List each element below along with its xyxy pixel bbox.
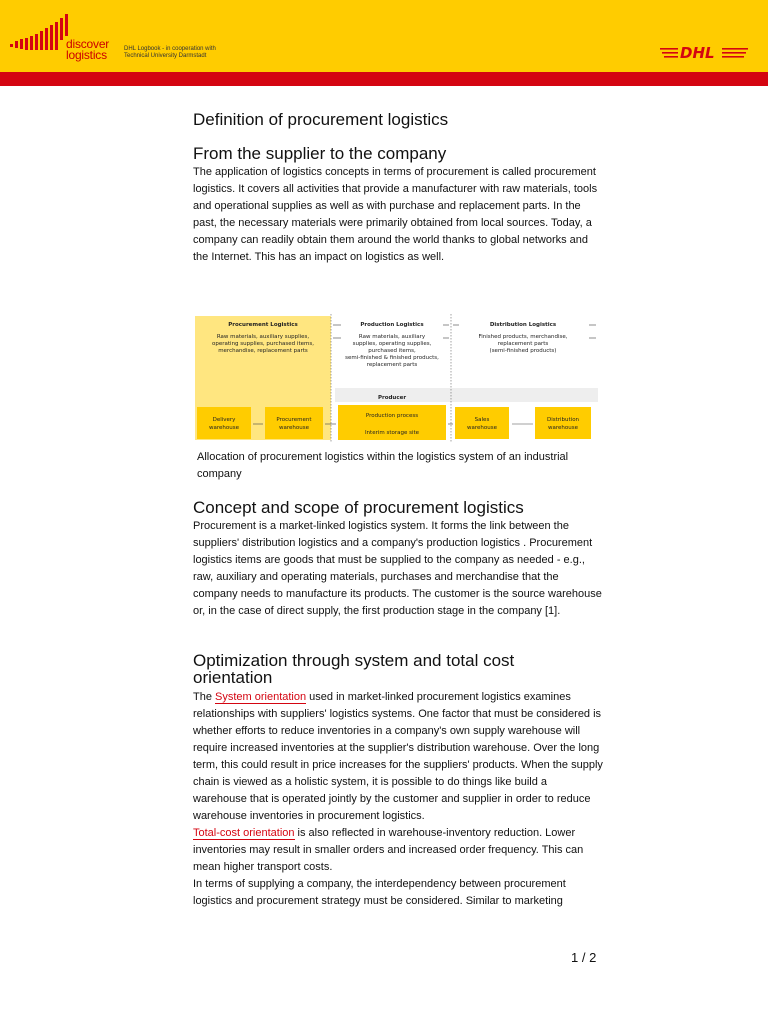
text-body-a: used in market-linked procurement logistics examines relationships with suppliers' logistics systems. One factor that must be considered is whether efforts to reduce inventories in a company's own supply warehouse will require increased inventories at the supplier's distribution warehouse. Over the long term, this could result in price increases for the suppliers' products. When the supply chain is viewed as a holistic system, it is possible to do things like build a warehouse that is operated jointly by the customer and supplier in order to reduce warehouse inventories in procurement logistics.	[193, 691, 603, 822]
section-heading-concept: Concept and scope of procurement logistics	[193, 498, 524, 517]
diagram-box-distribution-l1: Distribution	[546, 417, 580, 423]
diagram-box-delivery-l1: Delivery	[212, 417, 236, 423]
diagram-dist-title: Distribution Logistics	[489, 322, 557, 328]
header-tagline	[124, 46, 216, 60]
diagram-dist-line-2: replacement parts	[497, 341, 549, 347]
diagram-box-distribution-l2: warehouse	[548, 425, 578, 431]
logo-text	[66, 39, 109, 61]
diagram-proc-title: Procurement Logistics	[228, 322, 298, 328]
page-number: 1 / 2	[571, 950, 597, 965]
diagram-box-production-l1: Production process	[365, 413, 419, 419]
section-heading-supplier: From the supplier to the company	[193, 144, 447, 163]
diagram-box-procurement-l1: Procurement	[276, 417, 312, 423]
diagram-producer-label: Producer	[377, 395, 407, 401]
section-text-supplier: The application of logistics concepts in terms of procurement is called procurement logistics. It covers all activities that provide a manufacturer with raw materials, tools and operational supplies as well as with purchase and replacement parts. In the past, the necessary materials were primarily obtained from local sources. Today, a company can readily obtain them around the world thanks to global networks and the Internet. This has an impact on logistics as well.	[193, 166, 598, 263]
diagram-box-procurement-l2: warehouse	[279, 425, 309, 431]
section-text-concept: Procurement is a market-linked logistics system. It forms the link between the suppliers' distribution logistics and a company's production logistics . Procurement logistics items are goods that must be supplied to the company as needed - e.g., raw, auxiliary and operating materials, purchases and merchandise that the company needs to manufacture its products. The customer is the source warehouse or, in the case of direct supply, the first production stage in the company [1].	[193, 520, 602, 617]
header-red-stripe	[0, 72, 768, 86]
section-heading-optimization: Optimization through system and total cost orientation	[193, 651, 515, 687]
diagram-proc-line-3: merchandise, replacement parts	[218, 348, 308, 354]
diagram-prod-line-2: supplies, operating supplies,	[352, 341, 432, 347]
diagram-box-sales-l2: warehouse	[467, 425, 497, 431]
diagram-box-sales-l1: Sales	[474, 417, 490, 423]
diagram-dist-line-1: Finished products, merchandise,	[478, 334, 568, 340]
logo-line-1: discover	[66, 37, 110, 51]
dhl-logo-icon	[660, 44, 750, 60]
tagline-line-1: DHL Logbook - in cooperation with	[124, 46, 216, 52]
text-body-c: In terms of supplying a company, the interdependency between procurement logistics and procurement strategy must be considered. Similar to marketing	[193, 878, 566, 907]
total-cost-orientation-link[interactable]: Total-cost orientation	[193, 827, 295, 839]
diagram-box-delivery-l2: warehouse	[209, 425, 239, 431]
diagram-prod-title: Production Logistics	[360, 322, 424, 328]
section-text-optimization	[193, 689, 603, 910]
header-bar	[0, 0, 768, 72]
diagram-box-production-l2: Interim storage site	[364, 430, 420, 436]
diagram-prod-line-3: purchased items,	[368, 348, 416, 354]
diagram-dist-line-3: (semi-finished products)	[489, 348, 557, 354]
procurement-logistics-diagram	[195, 314, 600, 442]
dhl-logo-text: DHL	[680, 44, 715, 60]
text-body-b: is also reflected in warehouse-inventory reduction. Lower inventories may result in smaller orders and increased order frequency. This can mean higher transport costs.	[193, 827, 584, 873]
diagram-prod-line-1: Raw materials, auxiliary	[358, 334, 426, 340]
logo-line-2: logistics	[66, 48, 107, 62]
page-title: Definition of procurement logistics	[193, 110, 449, 129]
system-orientation-link[interactable]: System orientation	[215, 691, 307, 703]
text-prefix: The	[193, 691, 216, 703]
diagram-prod-line-4: semi-finished & finished products,	[345, 355, 439, 361]
diagram-proc-line-2: operating supplies, purchased items,	[212, 341, 314, 347]
figure-caption: Allocation of procurement logistics within the logistics system of an industrial company	[197, 451, 569, 480]
diagram-prod-line-5: replacement parts	[366, 362, 418, 368]
diagram-proc-line-1: Raw materials, auxiliary supplies,	[216, 334, 310, 340]
tagline-line-2: Technical University Darmstadt	[124, 53, 207, 59]
